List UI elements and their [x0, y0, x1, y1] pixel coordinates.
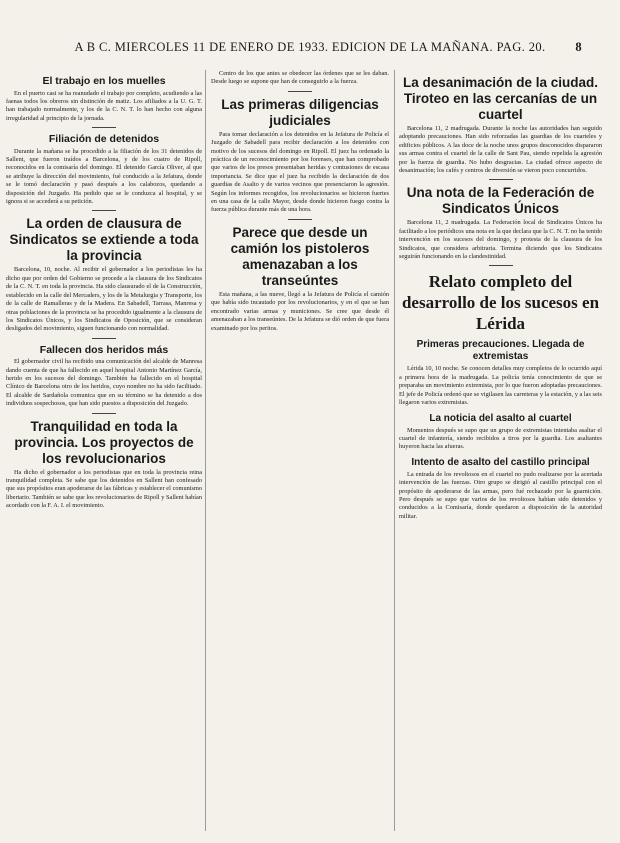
separator [92, 127, 116, 128]
headline-diligencias: Las primeras diligencias judiciales [221, 96, 379, 128]
page-header [0, 40, 620, 66]
body-clausura: Barcelona, 10, noche. Al recibir el gobernador a los periodistas les ha dicho que por orden del Gobierno se procede a la clausura de los Sindicatos de la C. N. T. en toda la provincia. Ha sido clausurado el de la Construcción, establecido en la calle del Mercaders, y los de la Metalurgia y Transporte, los de la calle de Ramalleras y de la Madera. En Sabadell, Tarrasa, Manresa y otras poblaciones de la provincia se ha procedido igualmente a la clausura de los Sindicatos Únicos, y los Sindicatos de Oposición, que se consideran desligados del movimiento, siguen funcionando con normalidad. [6, 266, 202, 333]
column-divider [205, 70, 206, 831]
headline-desanimacion: La desanimación de la ciudad. Tiroteo en las cercanías de un cuartel [402, 75, 599, 122]
column-2 [211, 70, 389, 831]
column-divider [394, 70, 395, 831]
subhead-precauciones: Primeras precauciones. Llegada de extremistas [416, 339, 585, 363]
headline-federacion: Una nota de la Federación de Sindicatos Únicos [406, 185, 595, 217]
headline-tranquilidad: Tranquilidad en toda la provincia. Los proyectos de los revolucionarios [14, 418, 194, 466]
body-castillo: La entrada de los revoltosos en el cuartel no pudo realizarse por la acertada intervención de las fuerzas. Otro grupo se dirigió al castillo principal con el propósito de apoderarse de las armas, pero fué rechazado por la guarnición. Pero después se supo que varios de los revoltosos habían sido detenidos y conducidos a la Comisaría, donde quedaron a disposición de la autoridad militar. [399, 470, 602, 520]
headline-camion: Parece que desde un camión los pistoleros amenazaban a los transeúntes [230, 224, 370, 288]
separator [92, 338, 116, 339]
body-fallecen: El gobernador civil ha recibido una comunicación del alcalde de Manresa dando cuenta de que ha fallecido en aquel hospital Antonio Martínez García, herido en los sucesos del domingo. También ha fallecido en el hospital Clínico de Barcelona otro de los heridos, cuyo nombre no ha sido facilitado. El alcalde de Sardañola comunica que en su término se ha detenido a dos individuos sospechosos, que han sido puestos a disposición del Juzgado. [6, 358, 202, 408]
body-tranquilidad: Ha dicho el gobernador a los periodistas que en toda la provincia reina tranquilidad completa. Se sabe que los detenidos en Sallent han confesado que sus propósitos eran apoderarse de las fábricas y establecer el comunismo libertario. También se sabe que los revolucionarios de Ripoll y Sallent habían acordado con la F. A. I. el movimiento. [6, 468, 202, 510]
headline-fallecen: Fallecen dos heridos más [39, 343, 169, 356]
subhead-asalto-cuartel: La noticia del asalto al cuartel [429, 412, 572, 424]
separator [92, 413, 116, 414]
body-federacion: Barcelona 11, 2 madrugada. La Federación local de Sindicatos Únicos ha facilitado a los periódicos una nota en la que declara que la C. N. T. no ha tenido intervención en los sucesos del domingo, y protesta de la clausura de los Sindicatos, que considera arbitraria. Termina diciendo que los Sindicatos seguirán funcionando en la clandestinidad. [399, 219, 602, 261]
headline-lerida: Relato completo del desarrollo de los sucesos en Lérida [401, 272, 600, 334]
body-diligencias: Para tomar declaración a los detenidos en la Jefatura de Policía el Juzgado de Sabadell para recibir declaración a los detenidos con motivo de los sucesos del domingo en Ripoll. El juez ha ordenado la práctica de un reconocimiento por los forenses, que han comprobado que varios de los presos presentaban heridas y contusiones de escasa importancia. Se dice que el juez ha recibido la declaración de dos guardias de Asalto y de varios vecinos que presenciaron la agresión. Según los informes recogidos, los revolucionarios se hicieron fuertes en una casa de la calle Mayor, desde donde hicieron fuego contra la fuerza pública durante más de una hora. [211, 130, 389, 214]
body-asalto-cuartel: Momentos después se supo que un grupo de extremistas intentaba asaltar el cuartel de infantería, siendo recibidos a tiros por la guardia. Los asaltantes huyeron hacia las afueras. [399, 426, 602, 451]
subhead-castillo: Intento de asalto del castillo principal [411, 456, 590, 468]
page-header-title: A B C. MIERCOLES 11 DE ENERO DE 1933. EDICION DE LA MAÑANA. PAG. 20. [74, 40, 546, 54]
body-lerida: Lérida 10, 10 noche. Se conocen detalles muy completos de lo ocurrido aquí a primera hora de la madrugada. La policía tenía conocimiento de que se preparaba un movimiento extremista, por lo que fueron adoptadas precauciones. El jefe de Policía ordenó que se vigilasen las carreteras y la estación, y a las seis llegaron varios extremistas. [399, 365, 602, 407]
headline-muelles: El trabajo en los muelles [42, 75, 166, 87]
separator [92, 210, 116, 211]
body-desanimacion: Barcelona 11, 2 madrugada. Durante la noche las autoridades han seguido adoptando precauciones. Han sido reforzadas las guardias de los cuarteles y edificios públicos. A las doce de la noche unos grupos desconocidos dispararon sus armas contra el cuartel de la calle de Sant Pau, siendo repelida la agresión por la fuerza de guardia. No hubo desgracias. La ciudad ofrece aspecto de desanimación; los cafés y centros de diversión se vieron poco concurridos. [399, 125, 602, 175]
separator [288, 91, 312, 92]
separator [489, 265, 513, 266]
body-muelles: En el puerto casi se ha reanudado el trabajo por completo, acudiendo a las faenas todos los obreros sin distinción de matiz. Los afiliados a la U. G. T. han trabajado normalmente, y los de la C. N. T. lo han hecho con alguna irregularidad al principio de la jornada. [6, 89, 202, 122]
body-filiacion: Durante la mañana se ha procedido a la filiación de los 31 detenidos de Sallent, que fueron traídos a Barcelona, y de los cuatro de Ripoll, reconocidos en la comisaría del domingo. El detenido García Oliver, al que se atribuye la dirección del movimiento, fué conducido a la Jefatura, donde se le tomó declaración y pasó después a los calabozos, quedando a disposición del Juzgado. Ha pedido que se le conduzca al hospital, y se ignora si se accederá a su petición. [6, 147, 202, 206]
column-3 [399, 70, 602, 831]
page-number-mark: 8 [575, 40, 582, 54]
headline-clausura: La orden de clausura de Sindicatos se extiende a toda la provincia [9, 216, 199, 264]
body-camion: Esta mañana, a las nueve, llegó a la Jefatura de Policía el camión que había sido incautado por los revolucionarios, y en el que se han encontrado varias armas y municiones. Se cree que desde él amenazaban a los transeúntes. De la Jefatura se dió orden de que fuera examinado por los peritos. [211, 290, 389, 332]
headline-filiacion: Filiación de detenidos [48, 133, 160, 146]
separator [288, 219, 312, 220]
column-1 [6, 70, 202, 831]
separator [489, 179, 513, 180]
body-intro: Centro de los que antes se obedecer las órdenes que se les daban. Desde luego se supone que han de conseguirlo a la fuerza. [211, 70, 389, 86]
